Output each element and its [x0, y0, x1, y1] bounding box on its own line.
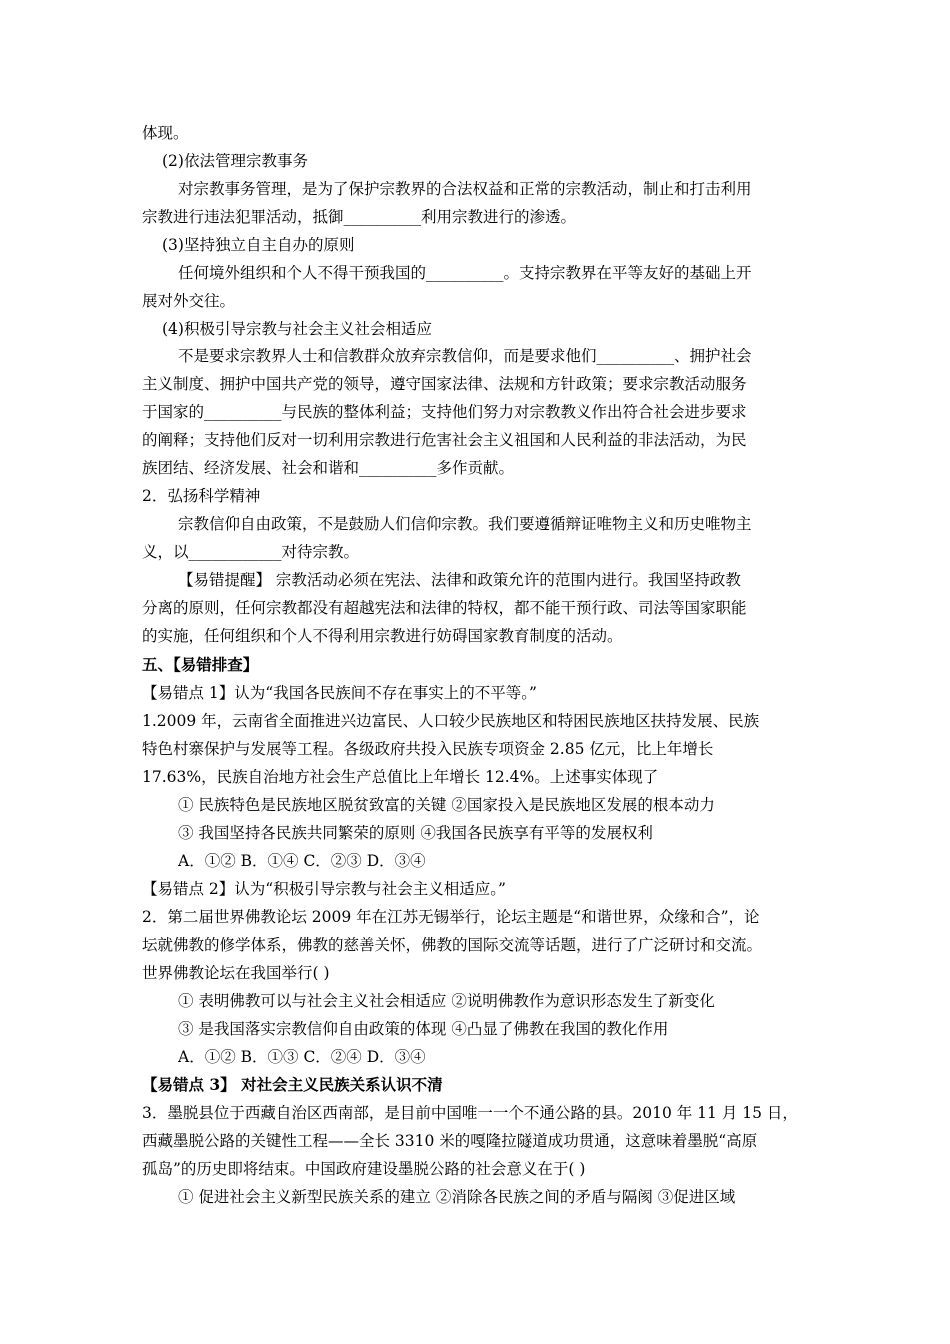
text-line: 对宗教事务管理，是为了保护宗教界的合法权益和正常的宗教活动，制止和打击利用	[178, 180, 752, 198]
option-line: ① 促进社会主义新型民族关系的建立 ②消除各民族之间的矛盾与隔阂 ③促进区域	[178, 1188, 736, 1206]
text-line: 任何境外组织和个人不得干预我国的__________。支持宗教界在平等友好的基础上开	[178, 264, 752, 282]
question-text: 2．第二届世界佛教论坛 2009 年在江苏无锡举行，论坛主题是“和谐世界，众缘和合”，论	[142, 908, 760, 926]
text-line: 不是要求宗教界人士和信教群众放弃宗教信仰，而是要求他们__________、拥护社会	[178, 347, 752, 365]
question-text: 孤岛”的历史即将结束。中国政府建设墨脱公路的社会意义在于( )	[142, 1160, 586, 1178]
question-text: 3．墨脱县位于西藏自治区西南部，是目前中国唯一一个不通公路的县。2010 年 11 月 15 日，	[142, 1104, 798, 1122]
answer-choices: A．①② B．①④ C．②③ D．③④	[178, 852, 426, 870]
section-title: 五、【易错排查】	[142, 655, 259, 674]
question-text: 1.2009 年，云南省全面推进兴边富民、人口较少民族地区和特困民族地区扶持发展、民族	[142, 712, 760, 730]
text-line: 主义制度、拥护中国共产党的领导，遵守国家法律、法规和方针政策；要求宗教活动服务	[142, 375, 747, 393]
option-line: ① 表明佛教可以与社会主义社会相适应 ②说明佛教作为意识形态发生了新变化	[178, 992, 715, 1010]
text-line: 分离的原则，任何宗教都没有超越宪法和法律的特权，都不能干预行政、司法等国家职能	[142, 599, 747, 617]
option-line: ① 民族特色是民族地区脱贫致富的关键 ②国家投入是民族地区发展的根本动力	[178, 796, 715, 814]
option-line: ③ 我国坚持各民族共同繁荣的原则 ④我国各民族享有平等的发展权利	[178, 824, 653, 842]
subheading: (4)积极引导宗教与社会主义社会相适应	[162, 320, 432, 338]
text-line: 于国家的__________与民族的整体利益；支持他们努力对宗教教义作出符合社会进步要求	[142, 403, 747, 421]
question-text: 西藏墨脱公路的关键性工程——全长 3310 米的嘎隆拉隧道成功贯通，这意味着墨脱“高原	[142, 1132, 758, 1150]
text-line: 族团结、经济发展、社会和谐和__________多作贡献。	[142, 459, 515, 477]
error-point-heading: 【易错点 2】认为“积极引导宗教与社会主义相适应。”	[142, 880, 506, 898]
subheading: (3)坚持独立自主自办的原则	[162, 236, 355, 254]
question-text: 坛就佛教的修学体系，佛教的慈善关怀，佛教的国际交流等话题，进行了广泛研讨和交流。	[142, 936, 763, 954]
section-heading: 2．弘扬科学精神	[142, 487, 261, 505]
answer-choices: A．①② B．①③ C．②④ D．③④	[178, 1048, 426, 1066]
option-line: ③ 是我国落实宗教信仰自由政策的体现 ④凸显了佛教在我国的教化作用	[178, 1020, 669, 1038]
text-line: 的实施，任何组织和个人不得利用宗教进行妨碍国家教育制度的活动。	[142, 627, 623, 645]
reminder-line: 【易错提醒】 宗教活动必须在宪法、法律和政策允许的范围内进行。我国坚持政教	[178, 571, 741, 589]
text-line: 宗教信仰自由政策，不是鼓励人们信仰宗教。我们要遵循辩证唯物主义和历史唯物主	[178, 515, 752, 533]
text-line: 展对外交往。	[142, 292, 236, 310]
text-line: 的阐释；支持他们反对一切利用宗教进行危害社会主义祖国和人民利益的非法活动，为民	[142, 431, 747, 449]
text-line: 宗教进行违法犯罪活动，抵御__________利用宗教进行的渗透。	[142, 208, 577, 226]
error-point-heading: 【易错点 1】认为“我国各民族间不存在事实上的不平等。”	[142, 684, 537, 702]
text-line: 义，以____________对待宗教。	[142, 543, 360, 561]
subheading: (2)依法管理宗教事务	[162, 152, 308, 170]
question-text: 17.63%，民族自治地方社会生产总值比上年增长 12.4%。上述事实体现了	[142, 768, 659, 786]
error-point-heading: 【易错点 3】 对社会主义民族关系认识不清	[142, 1075, 443, 1094]
question-text: 特色村寨保护与发展等工程。各级政府共投入民族专项资金 2.85 亿元，比上年增长	[142, 740, 714, 758]
text-line: 体现。	[142, 124, 189, 142]
question-text: 世界佛教论坛在我国举行( )	[142, 964, 330, 982]
